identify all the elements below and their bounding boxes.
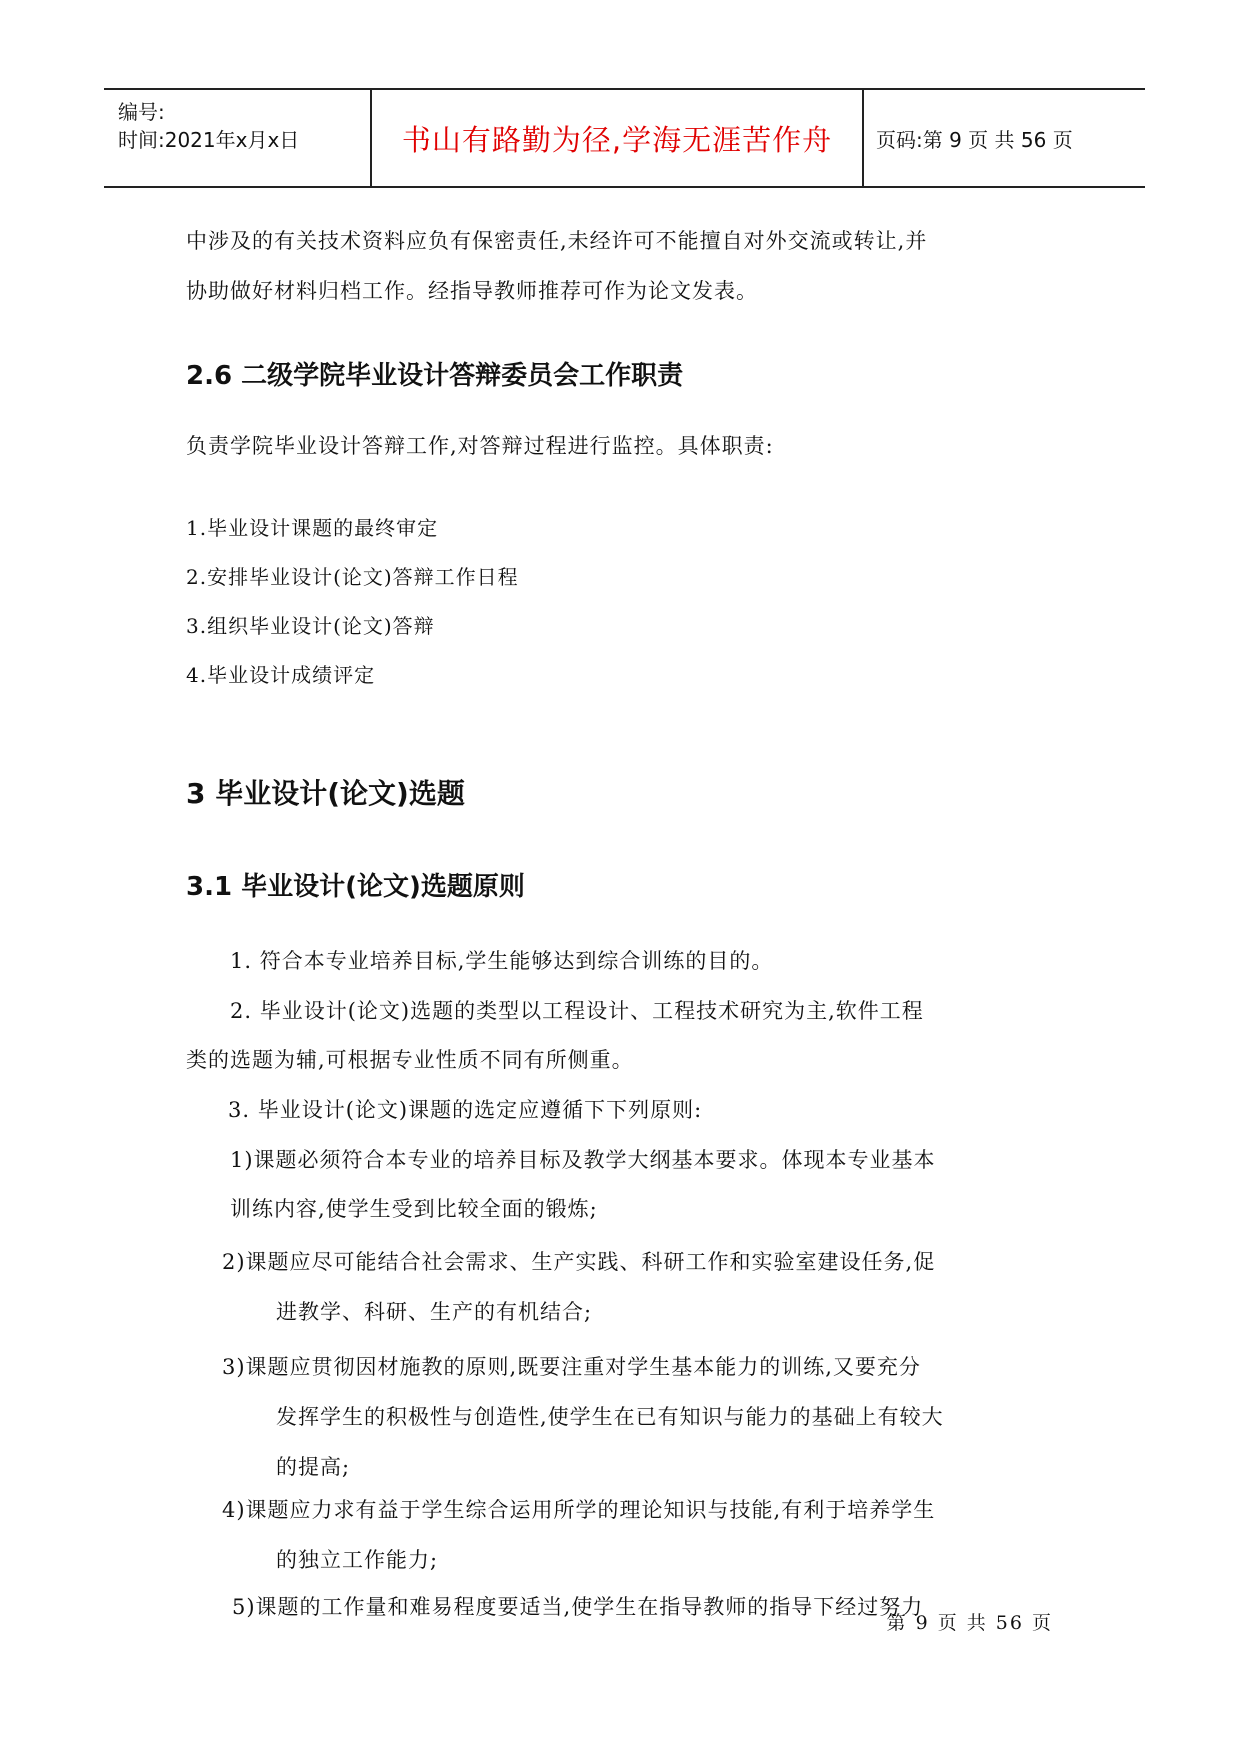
header-meta-cell — [104, 90, 370, 186]
principle-line: 3)课题应贯彻因材施教的原则,既要注重对学生基本能力的训练,又要充分 — [222, 1355, 921, 1379]
header-page-cell — [862, 90, 1145, 186]
principle-line: 4)课题应力求有益于学生综合运用所学的理论知识与技能,有利于培养学生 — [222, 1498, 936, 1522]
page-footer-number: 第 9 页 共 56 页 — [886, 1612, 1053, 1634]
principle-line: 1. 符合本专业培养目标,学生能够达到综合训练的目的。 — [230, 949, 774, 973]
header-page-number: 页码:第 9 页 共 56 页 — [876, 128, 1073, 152]
list-item: 1.毕业设计课题的最终审定 — [186, 516, 439, 540]
principle-line: 类的选题为辅,可根据专业性质不同有所侧重。 — [186, 1048, 634, 1072]
page-header — [104, 88, 1145, 188]
list-item: 4.毕业设计成绩评定 — [186, 663, 376, 687]
principle-line: 5)课题的工作量和难易程度要适当,使学生在指导教师的指导下经过努力 — [232, 1595, 924, 1619]
header-motto: 书山有路勤为径,学海无涯苦作舟 — [401, 123, 833, 157]
principle-line: 的独立工作能力; — [276, 1548, 439, 1572]
list-item: 3.组织毕业设计(论文)答辩 — [186, 614, 435, 638]
section-2-6-heading: 2.6 二级学院毕业设计答辩委员会工作职责 — [186, 361, 684, 391]
header-motto-cell — [370, 90, 864, 186]
continuation-line-2: 协助做好材料归档工作。经指导教师推荐可作为论文发表。 — [186, 279, 758, 303]
principle-line: 训练内容,使学生受到比较全面的锻炼; — [230, 1197, 598, 1221]
list-item: 2.安排毕业设计(论文)答辩工作日程 — [186, 565, 519, 589]
document-time-label: 时间:2021年x月x日 — [118, 128, 300, 152]
principle-line: 发挥学生的积极性与创造性,使学生在已有知识与能力的基础上有较大 — [276, 1405, 944, 1429]
principle-line: 的提高; — [276, 1455, 351, 1479]
section-2-6-intro: 负责学院毕业设计答辩工作,对答辩过程进行监控。具体职责: — [186, 434, 774, 458]
principle-line: 2)课题应尽可能结合社会需求、生产实践、科研工作和实验室建设任务,促 — [222, 1250, 936, 1274]
section-3-heading: 3 毕业设计(论文)选题 — [186, 777, 465, 810]
principle-line: 1)课题必须符合本专业的培养目标及教学大纲基本要求。体现本专业基本 — [230, 1148, 936, 1172]
section-3-1-heading: 3.1 毕业设计(论文)选题原则 — [186, 872, 525, 902]
principle-line: 3. 毕业设计(论文)课题的选定应遵循下下列原则: — [228, 1098, 703, 1122]
principle-line: 2. 毕业设计(论文)选题的类型以工程设计、工程技术研究为主,软件工程 — [230, 999, 924, 1023]
principle-line: 进教学、科研、生产的有机结合; — [276, 1300, 593, 1324]
continuation-line-1: 中涉及的有关技术资料应负有保密责任,未经许可不能擅自对外交流或转让,并 — [186, 229, 928, 253]
document-number-label: 编号: — [118, 100, 165, 124]
